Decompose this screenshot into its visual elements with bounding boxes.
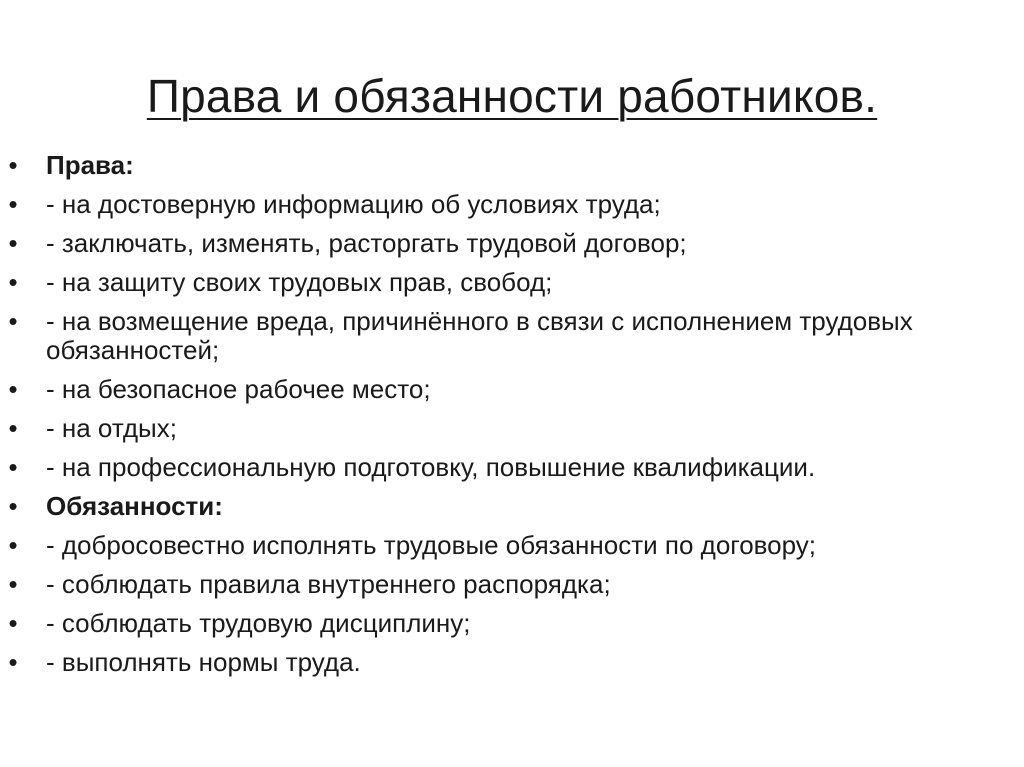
list-item <box>0 370 1000 409</box>
section-heading-rights <box>0 146 1000 185</box>
bullet-icon: • <box>8 569 18 599</box>
list-item-text: - на профессиональную подготовку, повышение квалификации. <box>46 452 816 482</box>
list-item-text: - соблюдать правила внутреннего распорядка; <box>46 569 611 599</box>
list-item <box>0 263 1000 302</box>
list-item-text: - выполнять нормы труда. <box>46 647 361 677</box>
list-item-text: - на возмещение вреда, причинённого в связи с исполнением трудовых обязанностей; <box>46 306 913 365</box>
section-heading-duties <box>0 487 1000 526</box>
bullet-icon: • <box>8 374 18 404</box>
list-item-text: - на безопасное рабочее место; <box>46 374 431 404</box>
list-item-text: - на достоверную информацию об условиях труда; <box>46 189 661 219</box>
list-item <box>0 302 1000 370</box>
bullet-icon: • <box>8 189 18 219</box>
list-item-text: - на отдых; <box>46 413 177 443</box>
bullet-icon: • <box>8 491 18 521</box>
list-item <box>0 448 1000 487</box>
bullet-icon: • <box>8 647 18 677</box>
bullet-icon: • <box>8 530 18 560</box>
bullet-list <box>0 146 1000 682</box>
list-item-text: Обязанности: <box>46 491 223 521</box>
bullet-icon: • <box>8 413 18 443</box>
list-item <box>0 409 1000 448</box>
list-item <box>0 224 1000 263</box>
bullet-icon: • <box>8 306 18 336</box>
slide-title: Права и обязанности работников. <box>146 70 878 122</box>
list-item-text: Права: <box>46 150 134 180</box>
bullet-icon: • <box>8 452 18 482</box>
bullet-icon: • <box>8 608 18 638</box>
bullet-icon: • <box>8 150 18 180</box>
list-item <box>0 565 1000 604</box>
list-item-text: - на защиту своих трудовых прав, свобод; <box>46 267 553 297</box>
list-item <box>0 643 1000 682</box>
list-item <box>0 526 1000 565</box>
bullet-icon: • <box>8 228 18 258</box>
list-item-text: - заключать, изменять, расторгать трудовой договор; <box>46 228 687 258</box>
list-item-text: - добросовестно исполнять трудовые обязанности по договору; <box>46 530 817 560</box>
list-item <box>0 185 1000 224</box>
bullet-icon: • <box>8 267 18 297</box>
list-item-text: - соблюдать трудовую дисциплину; <box>46 608 471 638</box>
list-item <box>0 604 1000 643</box>
